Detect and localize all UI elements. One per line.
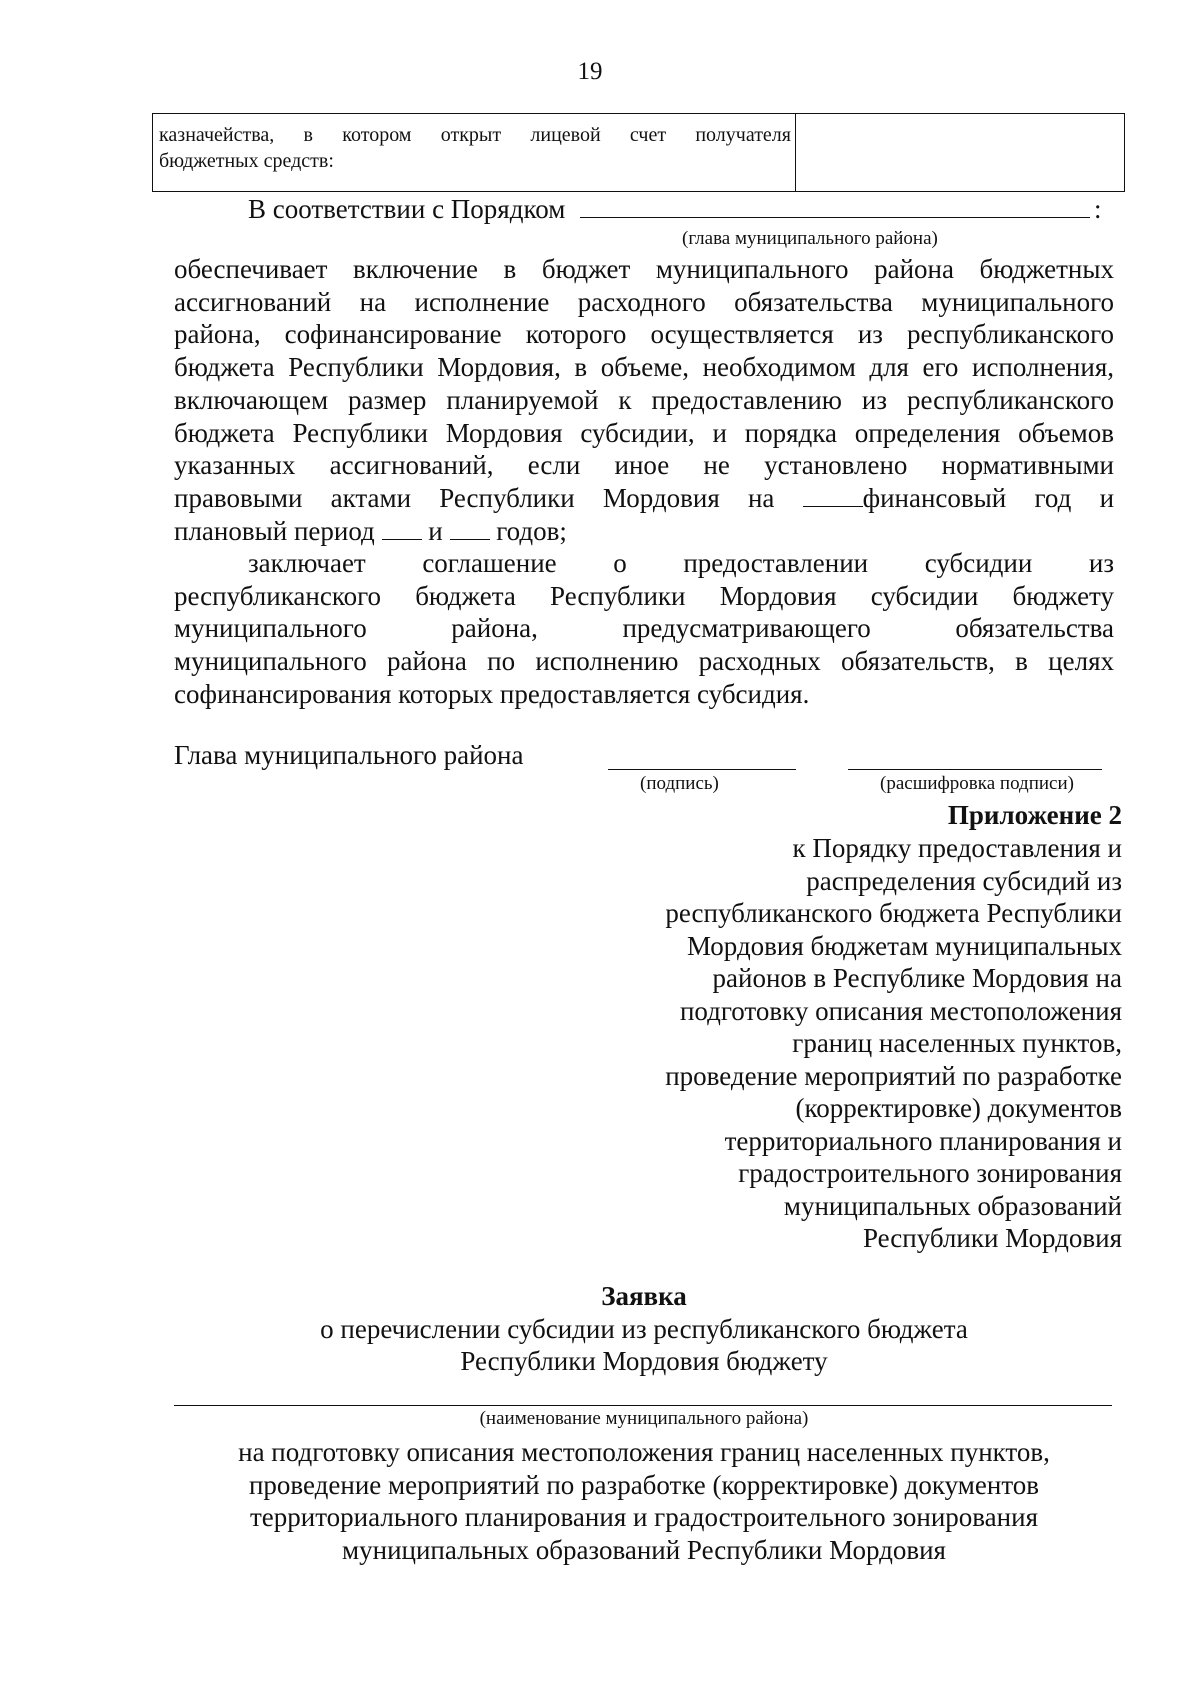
request-subtitle: Республики Мордовия бюджету [460,1346,828,1376]
signature-decode-caption: (расшифровка подписи) [880,773,1074,794]
appendix-heading [562,798,1122,1255]
purpose-line: на подготовку описания местоположения границ населенных пунктов, [238,1437,1050,1467]
paragraph-obligations [174,253,1114,547]
signature-caption: (подпись) [640,773,719,794]
paragraph-line: ассигнований на исполнение расходного обязательства муниципального [174,286,1114,317]
appendix-line: районов в Республике Мордовия на [712,963,1122,993]
line-part: год [1034,482,1072,513]
request-title: Заявка [601,1281,687,1311]
paragraph-line: заключает соглашение о предоставлении субсидии из [248,548,1114,578]
purpose-line: проведение мероприятий по разработке (корректировке) документов [248,1469,1040,1500]
appendix-line: территориального планирования и [724,1125,1122,1156]
paragraph-line [174,482,1114,515]
paragraph-line [174,515,1114,548]
line-part: годов; [496,515,567,546]
municipality-name-line [174,1405,1112,1406]
paragraph-line: обеспечивает включение в бюджет муниципального района бюджетных [174,254,1114,284]
intro-colon: : [1094,194,1102,224]
head-name-blank [580,195,1090,218]
appendix-line: к Порядку предоставления и [792,833,1122,863]
appendix-line: муниципальных образований [783,1190,1122,1221]
appendix-line: Мордовия бюджетам муниципальных [686,930,1122,961]
table-cell-line: казначейства, в котором открыт лицевой счет получателя [159,124,791,146]
year-group [803,483,1007,513]
table-cell-label [153,114,796,192]
paragraph-agreement [174,547,1114,711]
line-part: плановый период [174,515,375,546]
request-purpose [174,1436,1114,1566]
line-part: и [1099,482,1115,513]
appendix-line: проведение мероприятий по разработке [665,1060,1122,1091]
signature-label: Глава муниципального района [174,740,524,770]
paragraph-line: бюджета Республики Мордовия, в объеме, необходимом для его исполнения, [174,352,1114,383]
line-part: и [428,515,443,546]
signature-line [608,769,796,770]
purpose-line: муниципальных образований Республики Мордовия [342,1534,946,1565]
signature-decode-line [848,769,1102,770]
intro-line [248,194,1102,225]
municipality-caption: (наименование муниципального района) [479,1408,809,1429]
request-subtitle: о перечислении субсидии из республиканского бюджета [320,1313,968,1344]
paragraph-line: муниципального района по исполнению расходных обязательств, в целях [174,646,1114,677]
paragraph-line: муниципального района, предусматривающего обязательства [174,613,1114,644]
appendix-line: (корректировке) документов [795,1093,1122,1123]
paragraph-line: республиканского бюджета Республики Мордовия субсидии бюджету [174,580,1114,611]
appendix-line: границ населенных пунктов, [792,1028,1122,1058]
appendix-title: Приложение 2 [947,800,1122,830]
plan-year1-blank [382,521,422,540]
table-cell-value [796,114,1125,192]
request-heading [174,1280,1114,1378]
recipient-table [152,113,1125,192]
table-row [153,114,1125,192]
purpose-line: территориального планирования и градостроительного зонирования [250,1502,1038,1532]
paragraph-line: включающем размер планируемой к предоставлению из республиканского [174,384,1114,415]
appendix-line: Республики Мордовия [862,1223,1122,1253]
paragraph-line: софинансирования которых предоставляется субсидия. [174,678,810,709]
paragraph-line: района, софинансирование которого осуществляется из республиканского [174,319,1114,350]
fiscal-year-blank [803,488,863,507]
appendix-line: распределения субсидий из [806,865,1122,896]
paragraph-line: бюджета Республики Мордовия субсидии, и порядка определения объемов [174,417,1114,448]
appendix-line: подготовку описания местоположения [679,995,1122,1026]
intro-lead: В соответствии с Порядком [248,194,566,224]
appendix-line: градостроительного зонирования [738,1158,1122,1188]
appendix-line: республиканского бюджета Республики [665,898,1122,928]
paragraph-line: указанных ассигнований, если иное не установлено нормативными [174,450,1114,481]
page-number: 19 [577,58,603,85]
line-part: финансовый [862,482,1007,513]
plan-year2-blank [450,521,490,540]
head-caption: (глава муниципального района) [682,228,938,249]
line-part: правовыми актами Республики Мордовия на [174,482,775,513]
table-cell-line: бюджетных средств: [159,150,334,172]
